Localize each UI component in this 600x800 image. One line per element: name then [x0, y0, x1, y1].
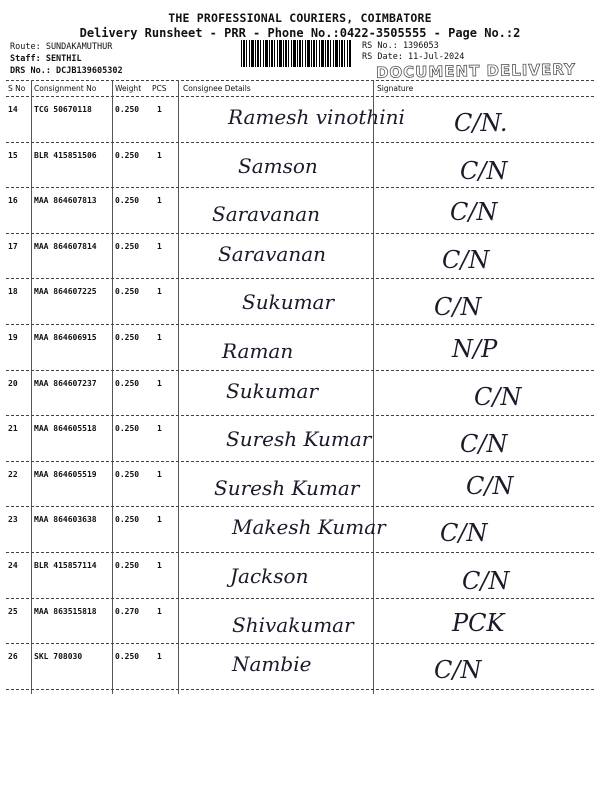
sno-cell: 14	[8, 105, 18, 114]
consignee-name: Saravanan	[212, 202, 321, 227]
sno-cell: 18	[8, 287, 18, 297]
col-header-pcs: PCS	[152, 84, 167, 93]
signature-mark: C/N	[474, 382, 522, 411]
weight-cell: 0.250	[115, 287, 140, 297]
pcs-cell: 1	[157, 378, 162, 388]
consignee-name: Sukumar	[242, 290, 335, 315]
consignee-name: Saravanan	[218, 241, 327, 266]
consignment-cell: MAA 863515818	[34, 606, 97, 616]
weight-cell: 0.250	[115, 150, 140, 160]
consignee-name: Shivakumar	[232, 612, 354, 637]
row-separator	[6, 142, 594, 143]
weight-cell: 0.270	[115, 606, 140, 616]
weight-cell: 0.250	[115, 196, 140, 206]
signature-mark: C/N	[460, 156, 508, 185]
weight-cell: 0.250	[115, 333, 140, 342]
sno-cell: 25	[8, 606, 18, 616]
consignment-cell: BLR 415857114	[34, 561, 97, 570]
col-divider	[112, 80, 113, 694]
pcs-cell: 1	[157, 105, 162, 114]
pcs-cell: 1	[157, 515, 162, 525]
consignment-cell: BLR 415851506	[34, 150, 97, 160]
consignee-name: Jackson	[230, 564, 309, 588]
document-delivery-stamp: DOCUMENT DELIVERY	[375, 60, 577, 82]
signature-mark: C/N	[466, 471, 514, 500]
drs-number: DRS No.: DCJB139605302	[10, 66, 123, 76]
consignment-cell: MAA 864605518	[34, 424, 97, 434]
runsheet-subtitle: Delivery Runsheet - PRR - Phone No.:0422-3505555 - Page No.:2	[79, 26, 521, 40]
weight-cell: 0.250	[115, 378, 140, 388]
header-top-rule	[6, 80, 594, 81]
row-separator	[6, 689, 594, 690]
sno-cell: 17	[8, 241, 18, 251]
pcs-cell: 1	[157, 652, 162, 662]
row-separator	[6, 598, 594, 599]
signature-mark: C/N	[434, 656, 482, 685]
rs-date: RS Date: 11-Jul-2024	[362, 52, 465, 62]
consignment-cell: MAA 864605519	[34, 469, 97, 479]
weight-cell: 0.250	[115, 469, 140, 479]
signature-mark: C/N	[450, 198, 498, 227]
sno-cell: 24	[8, 561, 18, 570]
consignee-name: Ramesh vinothini	[228, 105, 405, 129]
weight-cell: 0.250	[115, 241, 140, 251]
pcs-cell: 1	[157, 287, 162, 297]
row-separator	[6, 643, 594, 644]
row-separator	[6, 415, 594, 416]
pcs-cell: 1	[157, 424, 162, 434]
consignment-cell: MAA 864607237	[34, 378, 97, 388]
pcs-cell: 1	[157, 469, 162, 479]
barcode	[241, 40, 351, 67]
sno-cell: 22	[8, 469, 18, 479]
consignment-cell: MAA 864607225	[34, 287, 97, 297]
company-title: THE PROFESSIONAL COURIERS, COIMBATORE	[168, 11, 432, 25]
signature-mark: C/N	[442, 245, 490, 274]
row-separator	[6, 461, 594, 462]
col-header-signature: Signature	[377, 84, 414, 93]
row-separator	[6, 187, 594, 188]
rs-number: RS No.: 1396053	[362, 41, 439, 51]
consignment-cell: MAA 864607814	[34, 241, 97, 251]
sno-cell: 26	[8, 652, 18, 662]
weight-cell: 0.250	[115, 652, 140, 662]
col-divider	[178, 80, 179, 694]
pcs-cell: 1	[157, 196, 162, 206]
consignee-name: Suresh Kumar	[226, 427, 372, 452]
col-header-consignment: Consignment No	[34, 84, 97, 93]
sno-cell: 21	[8, 424, 18, 434]
pcs-cell: 1	[157, 241, 162, 251]
consignee-name: Raman	[222, 339, 294, 363]
row-separator	[6, 370, 594, 371]
weight-cell: 0.250	[115, 561, 140, 570]
route-label: Route: SUNDAKAMUTHUR	[10, 42, 113, 52]
sno-cell: 19	[8, 333, 18, 342]
header-bottom-rule	[6, 96, 594, 97]
sno-cell: 16	[8, 196, 18, 206]
row-separator	[6, 324, 594, 325]
col-header-consignee: Consignee Details	[183, 84, 251, 93]
consignment-cell: MAA 864606915	[34, 333, 97, 342]
col-header-weight: Weight	[115, 84, 142, 93]
col-divider	[31, 80, 32, 694]
signature-mark: N/P	[452, 335, 498, 363]
signature-mark: C/N.	[454, 109, 508, 137]
consignment-cell: SKL 708030	[34, 652, 83, 662]
weight-cell: 0.250	[115, 424, 140, 434]
pcs-cell: 1	[157, 606, 162, 616]
consignee-name: Suresh Kumar	[214, 475, 360, 500]
sno-cell: 20	[8, 378, 18, 388]
consignee-name: Samson	[238, 153, 318, 178]
consignee-name: Sukumar	[226, 378, 319, 403]
weight-cell: 0.250	[115, 105, 140, 114]
signature-mark: C/N	[434, 293, 482, 322]
col-divider	[373, 80, 374, 694]
pcs-cell: 1	[157, 333, 162, 342]
consignment-cell: MAA 864607813	[34, 196, 97, 206]
consignment-cell: MAA 864603638	[34, 515, 97, 525]
weight-cell: 0.250	[115, 515, 140, 525]
signature-mark: C/N	[440, 519, 488, 548]
col-header-sno: S No	[8, 84, 26, 93]
row-separator	[6, 506, 594, 507]
pcs-cell: 1	[157, 561, 162, 570]
consignment-cell: TCG 50670118	[34, 105, 92, 114]
consignee-name: Nambie	[232, 652, 312, 677]
pcs-cell: 1	[157, 150, 162, 160]
row-separator	[6, 552, 594, 553]
sno-cell: 23	[8, 515, 18, 525]
signature-mark: PCK	[452, 608, 505, 637]
row-separator	[6, 233, 594, 234]
sno-cell: 15	[8, 150, 18, 160]
row-separator	[6, 278, 594, 279]
staff-label: Staff: SENTHIL	[10, 54, 82, 64]
consignee-name: Makesh Kumar	[232, 515, 386, 540]
signature-mark: C/N	[462, 567, 510, 595]
signature-mark: C/N	[460, 430, 508, 459]
